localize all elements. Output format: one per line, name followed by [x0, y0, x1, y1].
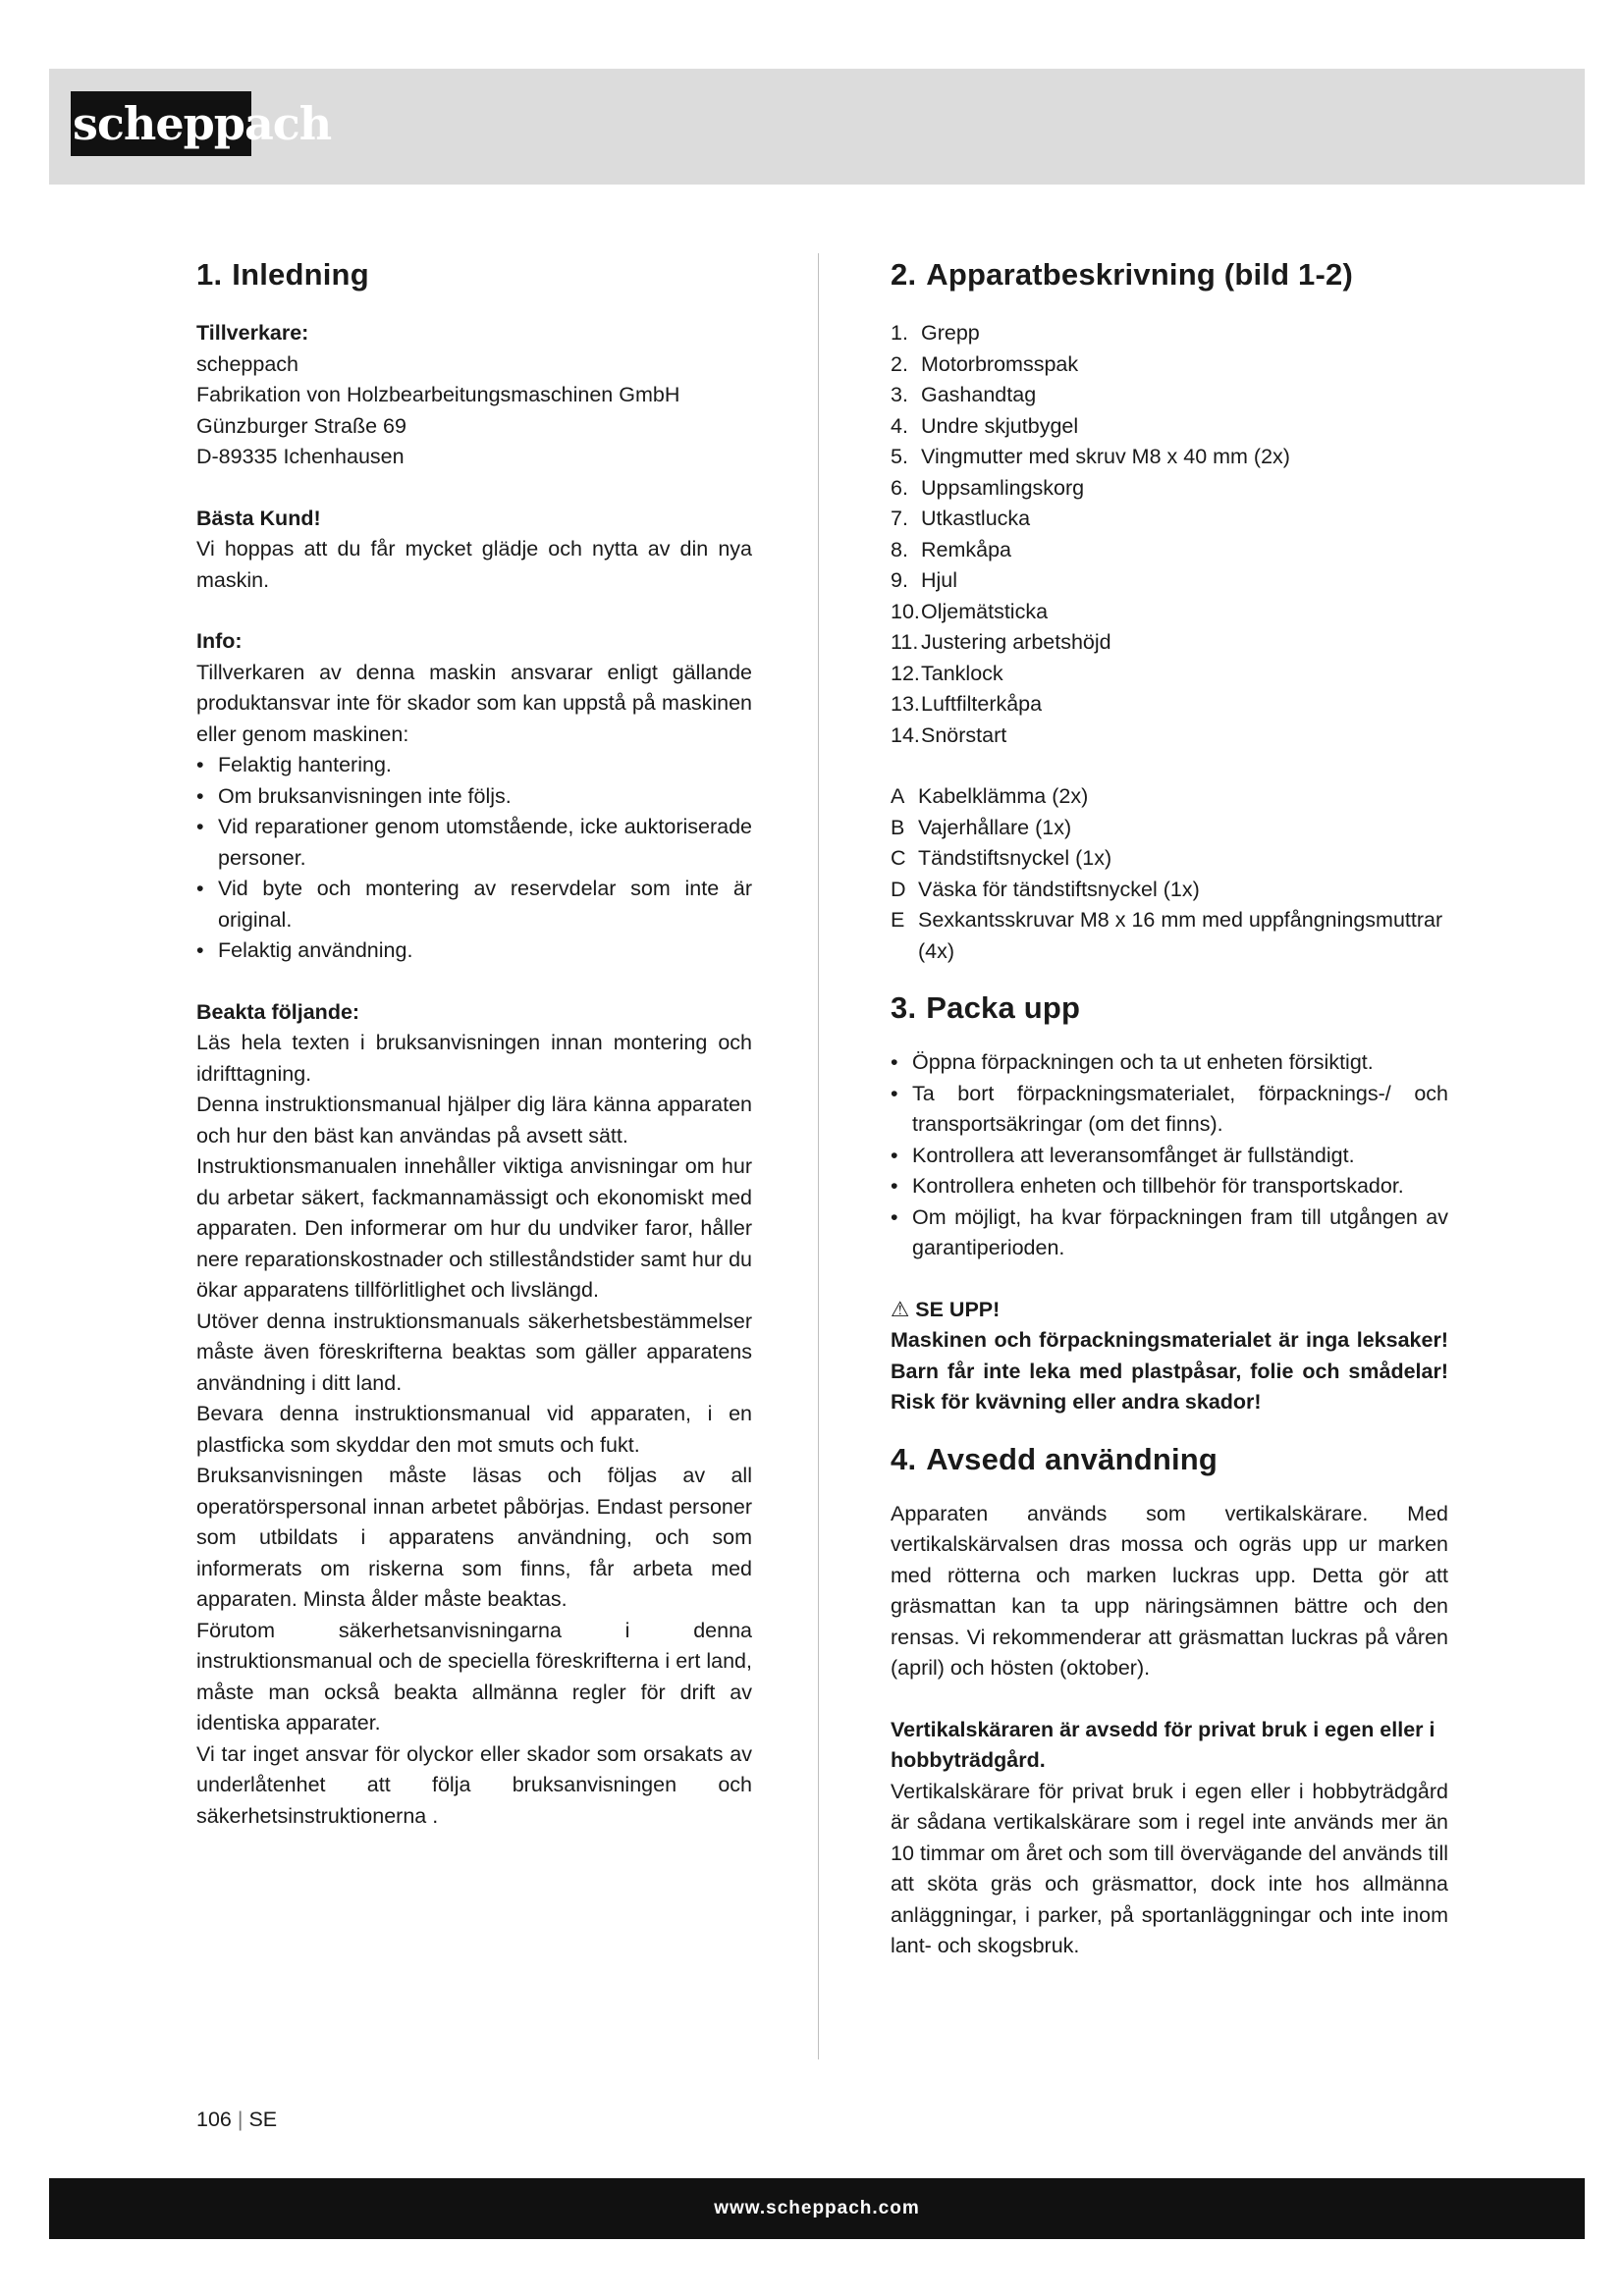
- list-item: • Ta bort förpackningsmaterialet, förpacknings-/ och transportsäkringar (om det finns).: [891, 1079, 1448, 1141]
- list-item: C Tändstiftsnyckel (1x): [891, 846, 1112, 870]
- list-item: 11. Justering arbetshöjd: [891, 630, 1111, 654]
- list-item: • Vid byte och montering av reservdelar som inte är original.: [196, 874, 752, 935]
- info-label: Info:: [196, 629, 243, 653]
- list-item: 7. Utkastlucka: [891, 507, 1031, 530]
- list-item: • Felaktig användning.: [196, 935, 752, 967]
- warning-heading: ⚠ SE UPP!: [891, 1295, 1448, 1326]
- list-item: • Om bruksanvisningen inte följs.: [196, 781, 752, 813]
- list-item: E Sexkantsskruvar M8 x 16 mm med uppfångningsmuttrar (4x): [891, 908, 1443, 963]
- warning-triangle-icon: ⚠: [891, 1297, 910, 1321]
- section-1-heading: 1. Inledning: [196, 257, 369, 292]
- page-number: 106 | SE: [196, 2108, 278, 2131]
- list-item: 2. Motorbromsspak: [891, 351, 1079, 376]
- list-item: 14.Snörstart: [891, 722, 1007, 747]
- list-item: 3. Gashandtag: [891, 383, 1037, 406]
- section-2-heading: 2. Apparatbeskrivning (bild 1-2): [891, 257, 1353, 292]
- website-link[interactable]: www.scheppach.com: [714, 2198, 920, 2218]
- list-item: 8. Remkåpa: [891, 537, 1012, 561]
- manufacturer-address: scheppach Fabrikation von Holzbearbeitungsmaschinen GmbH Günzburger Straße 69 D-89335 Ichenhausen: [196, 351, 680, 468]
- list-item: 4. Undre skjutbygel: [891, 413, 1079, 438]
- intended-use-text: Apparaten används som vertikalskärare. Med vertikalskärvalsen dras mossa och ogräs upp ur marken med rötterna och marken luckras upp. Detta gör att gräsmattan kan ta upp näringsämnen bättre och den rensas. Vi rekommenderar att gräsmattan luckras på våren (april) och hösten (oktober).: [891, 1501, 1448, 1680]
- list-item: • Kontrollera att leveransomfånget är fullständigt.: [891, 1141, 1448, 1172]
- list-item: B Vajerhållare (1x): [891, 815, 1072, 839]
- left-column: [196, 253, 752, 1832]
- accessories-list: [891, 781, 1448, 967]
- list-item: • Felaktig hantering.: [196, 750, 752, 781]
- note-paragraphs: Läs hela texten i bruksanvisningen innan montering och idrifttagning. Denna instruktionsmanual hjälper dig lära känna apparaten och hur den bäst kan användas på avsett sätt. Instruktionsmanualen innehåller viktiga anvisningar om hur du arbetar säkert, fackmannamässigt och ekonomiskt med apparaten. Den informerar om hur du undviker faror, håller nere reparationskostnader och stilleståndstider samt hur du ökar apparatens tillförlitlighet och livslängd. Utöver denna instruktionsmanuals säkerhetsbestämmelser måste även föreskrifterna beaktas som gäller apparatens användning i ditt land. Bevara denna instruktionsmanual vid apparaten, i en plastficka som skyddar den mot smuts och fukt. Bruksanvisningen måste läsas och följas av all operatörspersonal innan arbetet påbörjas. Endast personer som utbildats i apparatens användning, och som informerats om riskerna som finns, får arbeta med apparaten. Minsta ålder måste beaktas. Förutom säkerhetsanvisningarna i denna instruktionsmanual och de speciella föreskrifterna i ert land, måste man också beakta allmänna regler för drift av identiska apparater. Vi tar inget ansvar för olyckor eller skador som orsakats av underlåtenhet att följa bruksanvisningen och säkerhetsinstruktionerna .: [196, 1031, 752, 1828]
- list-item: 1. Grepp: [891, 321, 980, 345]
- section-4-heading: 4. Avsedd användning: [891, 1441, 1218, 1476]
- unpack-list: [891, 1047, 1448, 1264]
- parts-list: [891, 318, 1448, 751]
- manufacturer-label: Tillverkare:: [196, 321, 309, 345]
- list-item: • Om möjligt, ha kvar förpackningen fram till utgången av garantiperioden.: [891, 1202, 1448, 1264]
- list-item: 6. Uppsamlingskorg: [891, 475, 1085, 500]
- list-item: 10.Oljemätsticka: [891, 599, 1049, 623]
- page-header: [49, 69, 1585, 185]
- page-footer: [49, 2178, 1585, 2239]
- list-item: 12.Tanklock: [891, 661, 1003, 685]
- list-item: • Kontrollera enheten och tillbehör för transportskador.: [891, 1171, 1448, 1202]
- intended-use-subheading: Vertikalskäraren är avsedd för privat bruk i egen eller i hobbyträdgård.: [891, 1717, 1435, 1772]
- warning-text: Maskinen och förpackningsmaterialet är inga leksaker! Barn får inte leka med plastpåsar, folie och smådelar! Risk för kvävning eller andra skador!: [891, 1328, 1448, 1414]
- dear-customer-text: Vi hoppas att du får mycket glädje och nytta av din nya maskin.: [196, 537, 752, 592]
- list-item: 9. Hjul: [891, 568, 958, 592]
- list-item: 5. Vingmutter med skruv M8 x 40 mm (2x): [891, 445, 1290, 468]
- note-label: Beakta följande:: [196, 999, 360, 1024]
- list-item: A Kabelklämma (2x): [891, 784, 1089, 808]
- liability-list: [196, 750, 752, 967]
- info-text: Tillverkaren av denna maskin ansvarar enligt gällande produktansvar inte för skador som kan uppstå på maskinen eller genom maskinen:: [196, 660, 752, 746]
- scheppach-logo: scheppach: [71, 91, 251, 156]
- dear-customer-label: Bästa Kund!: [196, 506, 321, 530]
- right-column: [891, 253, 1448, 1962]
- column-divider: [818, 253, 819, 2059]
- section-3-heading: 3. Packa upp: [891, 990, 1081, 1025]
- list-item: 13.Luftfilterkåpa: [891, 692, 1043, 716]
- list-item: • Vid reparationer genom utomstående, icke auktoriserade personer.: [196, 812, 752, 874]
- list-item: D Väska för tändstiftsnyckel (1x): [891, 877, 1200, 901]
- intended-use-detail: Vertikalskärare för privat bruk i egen eller i hobbyträdgård är sådana vertikalskärare som i regel inte används mer än 10 timmar om året och som till övervägande del används till att sköta gräs och gräsmattor, dock inte hos allmänna anläggningar, i parker, på sportanläggningar och inte inom lant- och skogsbruk.: [891, 1779, 1448, 1957]
- list-item: • Öppna förpackningen och ta ut enheten försiktigt.: [891, 1047, 1448, 1079]
